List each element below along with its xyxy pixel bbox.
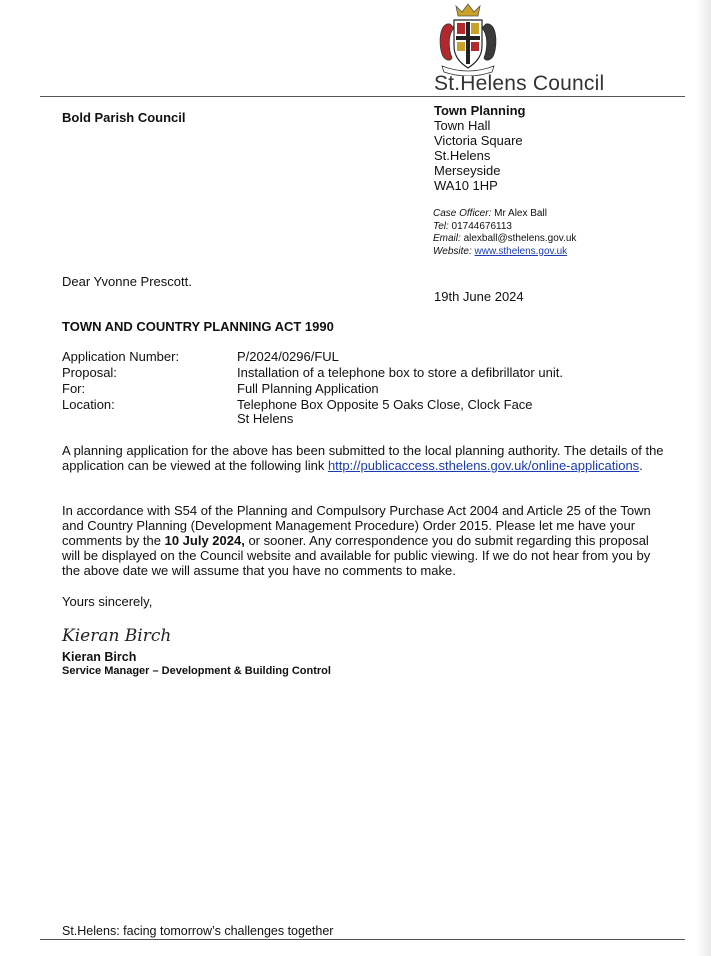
detail-value: St Helens [237,411,294,426]
tel-label: Tel: [433,220,449,232]
application-details [62,349,637,427]
letter-date: 19th June 2024 [434,289,524,304]
detail-value: P/2024/0296/FUL [237,349,339,364]
email-value: alexball@sthelens.gov.uk [463,233,577,244]
paragraph-text: A planning application for the above has been submitted to the local planning authority. The details of the application can be viewed at the following link [62,443,664,473]
detail-row [62,411,637,427]
detail-value: Full Planning Application [237,381,379,396]
deadline-date: 10 July 2024, [164,533,245,548]
handwritten-signature: Kieran Birch [62,626,172,646]
paragraph-application-link [62,443,670,473]
signer-name: Kieran Birch [62,650,137,664]
footer-tagline: St.Helens: facing tomorrow’s challenges together [62,924,334,938]
detail-value: Installation of a telephone box to store a defibrillator unit. [237,365,563,380]
header-rule [40,96,685,97]
tel-line [433,221,576,234]
case-officer-line [433,208,576,221]
paragraph-text: In accordance with S54 of the Planning and Compulsory Purchase Act 2004 and Article 25 of the Town and Country Planning (Development Management Procedure) Order 2015. Please let me have your comments by the [62,503,651,548]
address-line: Merseyside [434,163,501,178]
detail-label: For: [62,381,86,396]
paragraph-text: . [639,458,643,473]
council-crest-logo [436,2,500,76]
detail-row [62,349,637,365]
closing: Yours sincerely, [62,594,153,609]
detail-value: Telephone Box Opposite 5 Oaks Close, Clock Face [237,397,533,412]
website-label: Website: [433,245,472,257]
council-name: St.Helens Council [434,72,605,95]
contact-block [433,208,576,258]
detail-label: Application Number: [62,349,180,364]
salutation: Dear Yvonne Prescott. [62,274,192,289]
case-officer-value: Mr Alex Ball [494,208,547,219]
detail-row [62,381,637,397]
department-name: Town Planning [434,103,526,118]
address-line: Victoria Square [434,133,523,148]
recipient-name: Bold Parish Council [62,110,186,125]
website-line [433,246,576,259]
signer-role: Service Manager – Development & Building Control [62,665,331,677]
tel-value: 01744676113 [451,220,512,232]
case-officer-label: Case Officer: [433,208,492,219]
detail-label: Proposal: [62,365,117,380]
act-title: TOWN AND COUNTRY PLANNING ACT 1990 [62,319,334,334]
detail-label: Location: [62,397,115,412]
paragraph-comments-deadline [62,503,670,578]
detail-row [62,365,637,381]
address-line: WA10 1HP [434,178,498,193]
email-label: Email: [433,233,461,244]
detail-label [62,411,237,427]
website-link[interactable]: www.sthelens.gov.uk [474,245,568,257]
address-line: Town Hall [434,118,491,133]
footer-rule [40,939,685,940]
paragraph-text: or sooner. Any correspondence you do submit regarding this proposal will be displayed on the Council website and available for public viewing. If we do not hear from you by the above date we will assume that you have no comments to make. [62,533,651,578]
online-applications-link[interactable]: http://publicaccess.sthelens.gov.uk/online-applications [327,458,640,473]
email-line [433,233,576,246]
address-line: St.Helens [434,148,491,163]
page-edge-shadow [697,0,711,956]
